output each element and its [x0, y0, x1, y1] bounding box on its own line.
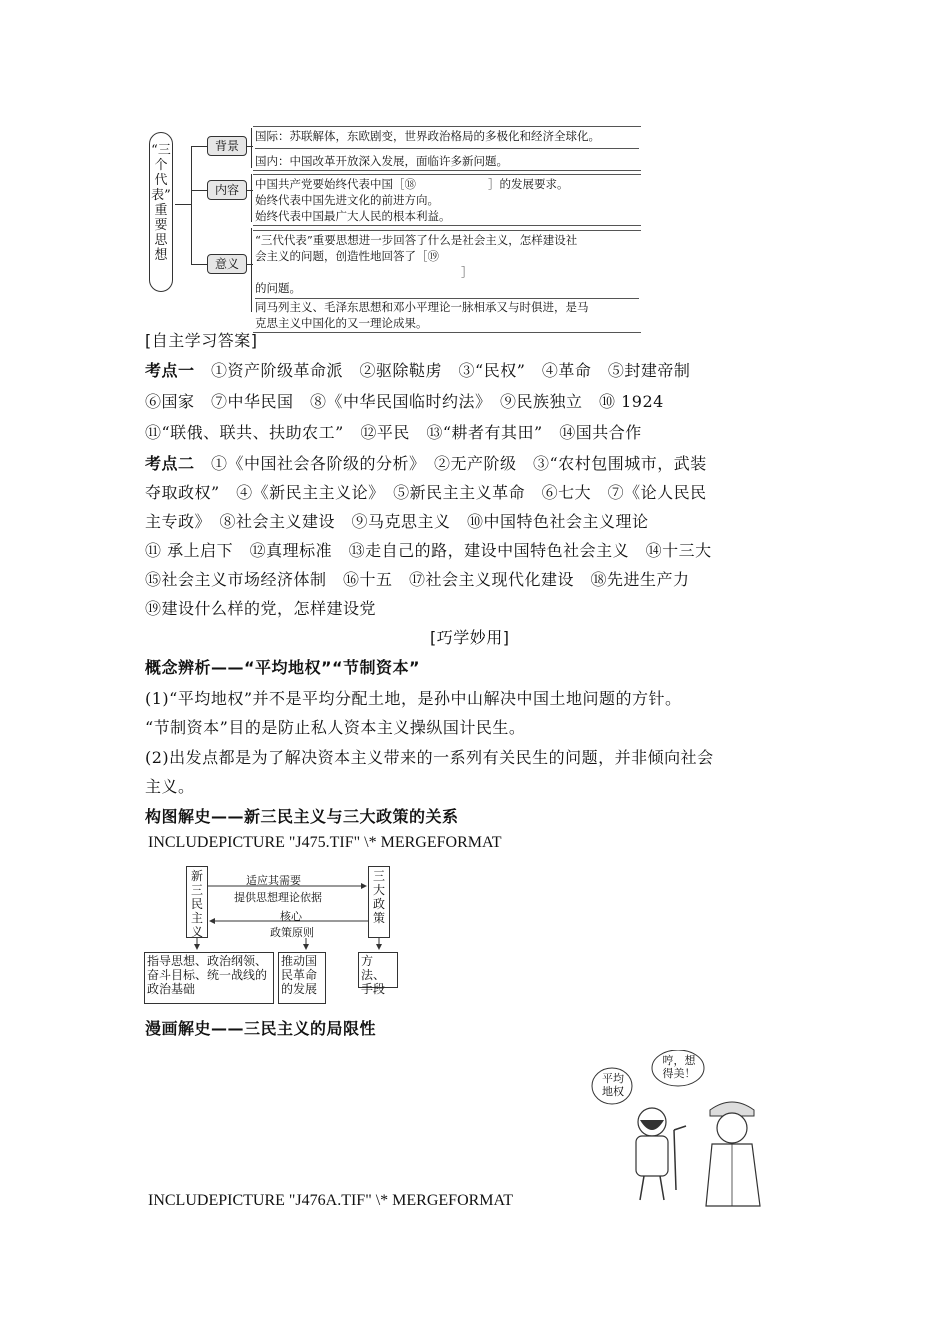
mindmap-three-represents [143, 124, 643, 330]
kd1-line2: ⑥国家 ⑦中华民国 ⑧《中华民国临时约法》 ⑨民族独立 ⑩ 1924 [145, 392, 664, 411]
title-char: 重 [154, 203, 168, 218]
new-three-principles-box: 新三民主义 [186, 866, 208, 938]
kd2-line4: ⑪ 承上启下 ⑫真理标准 ⑬走自己的路，建设中国特色社会主义 ⑭十三大 [145, 541, 712, 560]
content-line: 始终代表中国最广大人民的根本利益。 [255, 209, 451, 223]
kd2-line5: ⑮社会主义市场经济体制 ⑯十五 ⑰社会主义现代化建设 ⑱先进生产力 [145, 570, 690, 589]
tag-meaning: 意义 [207, 254, 247, 274]
content-box [253, 174, 641, 226]
background-box [253, 126, 641, 171]
relationship-diagram [147, 866, 398, 1006]
meaning-line-pre: 会主义的问题，创造性地回答了［⑲ [255, 249, 439, 263]
tag-content: 内容 [207, 180, 247, 200]
diagram-title: 构图解史——新三民主义与三大政策的关系 [145, 807, 459, 826]
arrow-label-principle: 政策原则 [270, 926, 314, 939]
title-char: 表” [151, 188, 171, 203]
kd1-line3: ⑪“联俄、联共、扶助农工” ⑫平民 ⑬“耕者有其田” ⑭国共合作 [145, 423, 642, 442]
concept-point-2: (2)出发点都是为了解决资本主义带来的一系列有关民生的问题，并非倾向社会 [145, 748, 714, 767]
title-char: 个 [154, 158, 168, 173]
kd1-label: 考点一 [145, 361, 195, 380]
connector [191, 264, 207, 265]
content-line-post: ］的发展要求。 [488, 177, 569, 191]
connector [251, 174, 252, 222]
kd2-line6: ⑲建设什么样的党，怎样建设党 [145, 599, 377, 618]
connector [175, 204, 191, 205]
answers-heading: [自主学习答案] [145, 331, 258, 350]
meaning-line: “三代代表”重要思想进一步回答了什么是社会主义，怎样建设社 [255, 233, 578, 247]
arrow-label-basis: 提供思想理论依据 [234, 891, 322, 904]
kd2-label: 考点二 [145, 454, 195, 473]
box-guiding-ideology: 指导思想、政治纲领、奋斗目标、统一战线的政治基础 [144, 952, 274, 1004]
content-line [255, 176, 639, 192]
title-char: 代 [154, 173, 168, 188]
meaning-line [255, 248, 639, 280]
meaning-line: 同马列主义、毛泽东思想和邓小平理论一脉相承又与时俱进，是马 [255, 298, 639, 315]
kd2-line3: 主专政》 ⑧社会主义建设 ⑨马克思主义 ⑩中国特色社会主义理论 [145, 512, 649, 531]
title-char: “三 [151, 143, 171, 158]
title-char: 要 [154, 218, 168, 233]
box-methods: 方法、手段 [358, 952, 398, 988]
meaning-line-post: ］ [461, 265, 473, 279]
background-domestic: 国内：中国改革开放深入发展，面临许多新问题。 [255, 148, 639, 169]
title-char: 想 [154, 248, 168, 263]
bubble-left-text: 平均地权 [602, 1072, 624, 1098]
meaning-box [253, 230, 641, 333]
cartoon-image [590, 1050, 790, 1210]
three-policies-box: 三大政策 [368, 866, 390, 938]
arrow-label-need: 适应其需要 [246, 874, 301, 887]
kd2-text: ①《中国社会各阶级的分析》 ②无产阶级 ③“农村包围城市，武装 [211, 454, 707, 473]
meaning-line: 克思主义中国化的又一理论成果。 [255, 316, 428, 330]
concept-title: 概念辨析——“平均地权”“节制资本” [145, 658, 421, 677]
background-international: 国际：苏联解体，东欧剧变，世界政治格局的多极化和经济全球化。 [255, 129, 600, 143]
concept-point-2b: 主义。 [145, 777, 195, 796]
bubble-right-text: 哼，想得美！ [662, 1054, 696, 1080]
connector [251, 228, 252, 312]
meaning-line: 的问题。 [255, 281, 301, 295]
content-line-pre: 中国共产党要始终代表中国［⑱ [255, 177, 416, 191]
kd2-line1 [145, 451, 707, 474]
connector [191, 146, 192, 264]
concept-point-1: (1)“平均地权”并不是平均分配土地，是孙中山解决中国土地问题的方针。 [145, 689, 682, 708]
connector [191, 146, 207, 147]
connector [191, 190, 207, 191]
box-promote-revolution: 推动国民革命的发展 [278, 952, 326, 1004]
cartoon-title: 漫画解史——三民主义的局限性 [145, 1019, 377, 1038]
arrow-label-core: 核心 [280, 910, 302, 923]
concept-point-1b: “节制资本”目的是防止私人资本主义操纵国计民生。 [145, 718, 526, 737]
kd2-line2: 夺取政权” ④《新民主主义论》 ⑤新民主主义革命 ⑥七大 ⑦《论人民民 [145, 483, 707, 502]
kd1-line1 [145, 358, 690, 381]
content-line: 始终代表中国先进文化的前进方向。 [255, 193, 439, 207]
mindmap-title [149, 132, 173, 292]
include-field-1: INCLUDEPICTURE "J475.TIF" \* MERGEFORMAT [148, 834, 502, 851]
connector [251, 128, 252, 168]
kd1-text: ①资产阶级革命派 ②驱除鞑虏 ③“民权” ④革命 ⑤封建帝制 [211, 361, 691, 380]
include-field-2: INCLUDEPICTURE "J476A.TIF" \* MERGEFORMAT [148, 1192, 514, 1209]
tag-background: 背景 [207, 136, 247, 156]
skills-heading: [巧学妙用] [430, 628, 510, 647]
title-char: 思 [154, 233, 168, 248]
